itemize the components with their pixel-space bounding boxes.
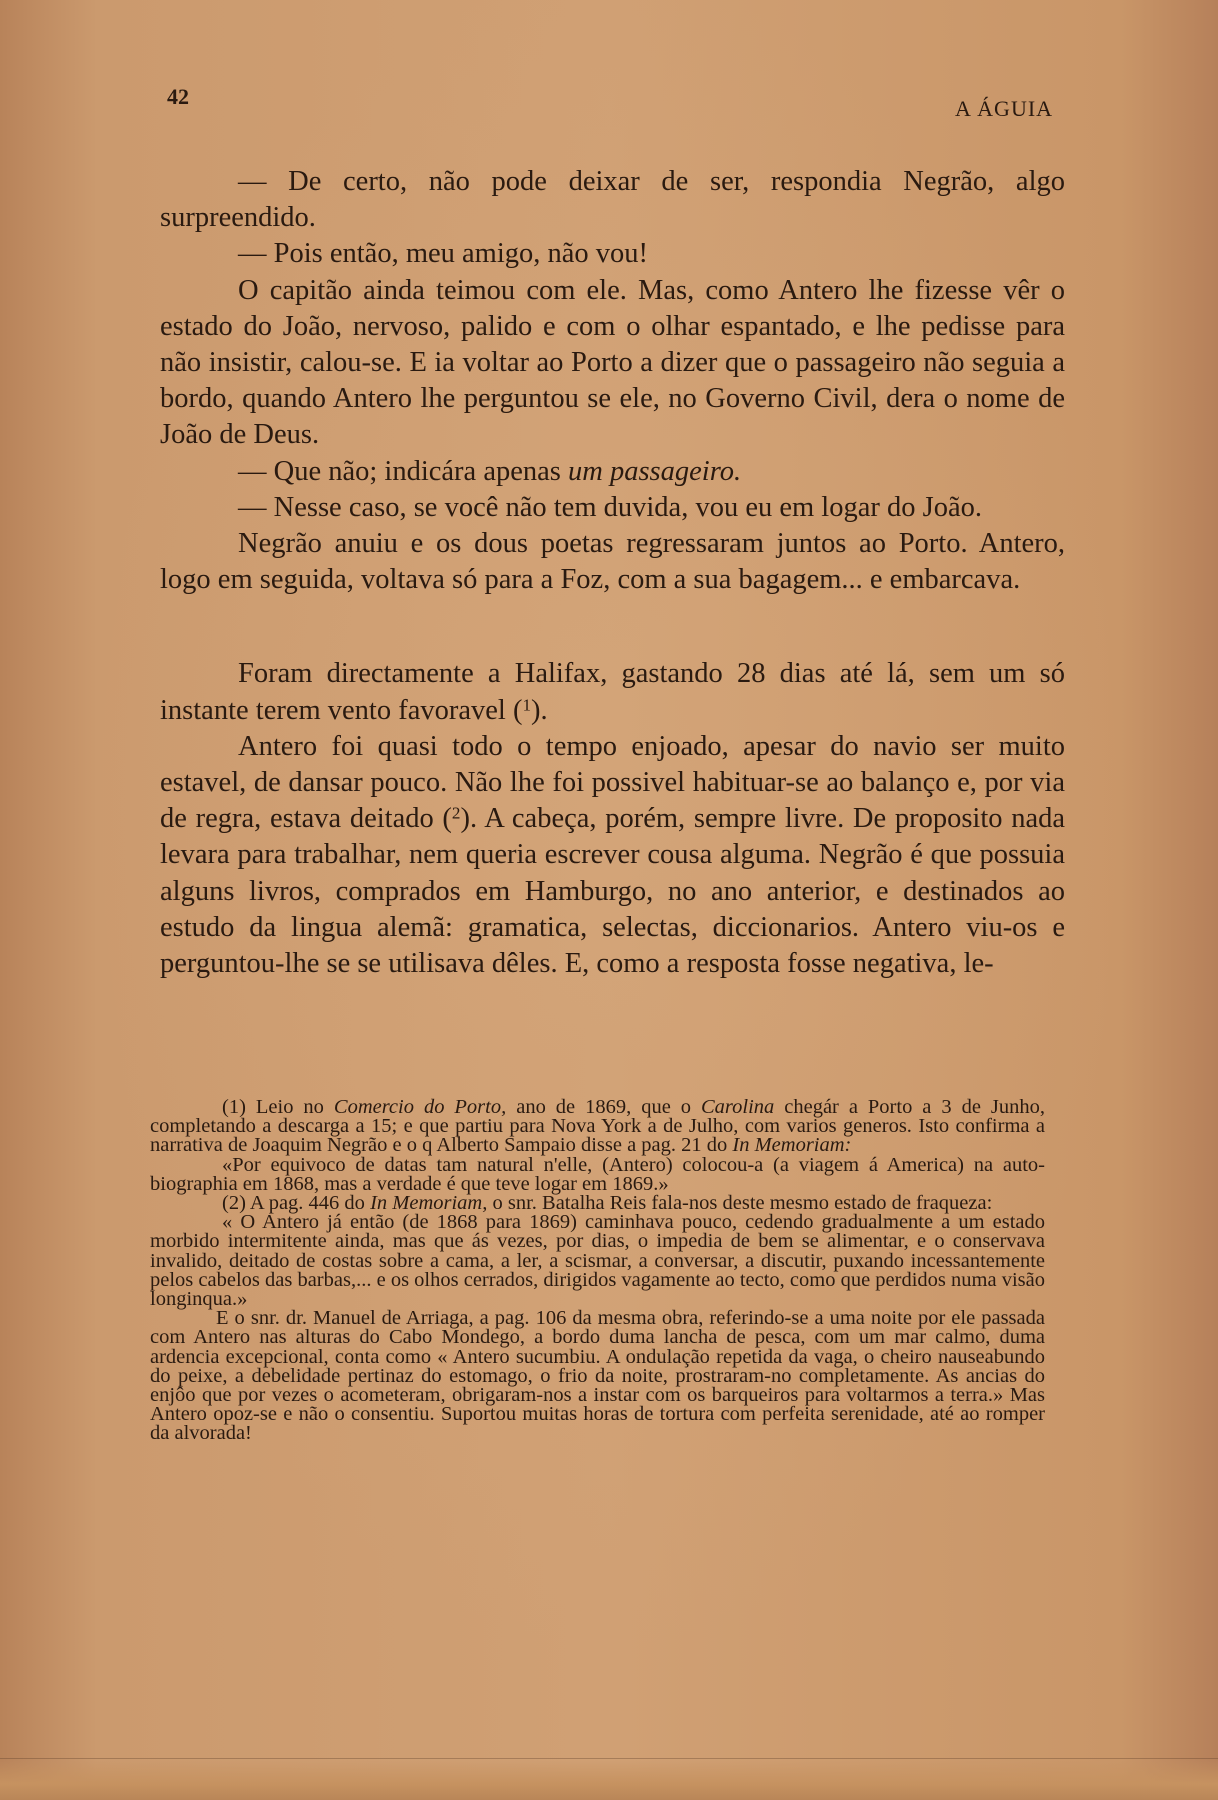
- paragraph: — Pois então, meu amigo, não vou!: [238, 238, 649, 270]
- emphasis: Comercio do Porto,: [333, 1096, 507, 1118]
- text-run: ). A cabeça, porém, sempre livre. De proposito nada levara para trabalhar, nem queria escrever cousa alguma. Negrão é que possuia alguns livros, comprados em Hamburgo, no ano anterior, e destinados ao estudo da lingua alemã: gramatica, selectas, diccionarios. Antero viu-os e perguntou-lhe se se utilisava dêles. E, como a resposta fosse negativa, le-: [160, 803, 1065, 980]
- footnote-quote: « O Antero já então (de 1868 para 1869) caminhava pouco, cedendo gradualmente a um estado morbido intermitente ainda, mas que ás vezes, por dias, o impedia de bem se alimentar, e o conservava invalido, deitado de costas sobre a cama, a ler, a scismar, a conversar, a discutir, puxando incessantemente pelos cabelos das barbas,... e os olhos cerrados, dirigidos vagamente ao tecto, como que perdidos numa visão longinqua.»: [150, 1211, 1045, 1311]
- emphasis: um passageiro.: [568, 455, 742, 487]
- emphasis: Carolina: [700, 1096, 775, 1118]
- footnote-1: [150, 1098, 1045, 1156]
- paragraph: [160, 729, 1065, 982]
- paragraph: Negrão anuiu e os dous poetas regressaram juntos ao Porto. Antero, logo em seguida, voltava só para a Foz, com a sua bagagem... e embarcava.: [160, 528, 1065, 596]
- footnote-continuation: E o snr. dr. Manuel de Arriaga, a pag. 106 da mesma obra, referindo-se a uma noite por ele passada com Antero nas alturas do Cabo Mondego, a bordo duma lancha de pesca, com um mar calmo, duma ardencia excepcional, conta como « Antero sucumbiu. A ondulação repetida da vaga, o cheiro nauseabundo do peixe, a debelidade pertinaz do estomago, o frio da noite, prostraram-no completamente. As ancias do enjôo que por vezes o acometeram, obrigaram-nos a instar com os barqueiros para voltarmos a terra.» Mas Antero opoz-se e não o consentiu. Suportou muitas horas de tortura com perfeita serenidade, até ao romper da alvorada!: [150, 1307, 1045, 1445]
- text-run: Foram directamente a Halifax, gastando 28 dias até lá, sem um só instante terem vento favoravel (: [160, 658, 1065, 726]
- footnote-ref: 2: [451, 803, 461, 823]
- paragraph: O capitão ainda teimou com ele. Mas, como Antero lhe fizesse vêr o estado do João, nervoso, palido e com o olhar espantado, e lhe pedisse para não insistir, calou-se. E ia voltar ao Porto a dizer que o passageiro não seguia a bordo, quando Antero lhe perguntou se ele, no Governo Civil, dera o nome de João de Deus.: [160, 274, 1065, 451]
- text-run: ).: [530, 694, 548, 726]
- footnote-quote: «Por equivoco de datas tam natural n'elle, (Antero) colocou-a (a viagem á America) na auto-biographia em 1868, mas a verdade é que teve logar em 1869.»: [150, 1153, 1045, 1195]
- emphasis: In Memoriam:: [732, 1134, 852, 1157]
- text-run: ano de 1869, que o: [506, 1096, 701, 1118]
- text-run: Antero foi quasi todo o tempo enjoado, apesar do navio ser muito estavel, de dansar pouco. Não lhe foi possivel habituar-se ao balanço e, por via de regra, estava deitado (: [160, 730, 1065, 835]
- paragraph: [160, 656, 1065, 728]
- text-run: A pag. 446 do: [245, 1192, 371, 1215]
- text-run: chegár a Porto a 3 de Junho, completando a descarga a 15; e que partiu para Nova York a de Julho, com varios generos. Isto confirma a narrativa de Joaquim Negrão e o q Alberto Sampaio disse a pag. 21 do: [150, 1096, 1046, 1157]
- paragraph: — De certo, não pode deixar de ser, respondia Negrão, algo surpreendido.: [160, 166, 1065, 234]
- text-run: o snr. Batalha Reis fala-nos deste mesmo estado de fraqueza:: [487, 1192, 993, 1215]
- paragraph: [160, 454, 1065, 490]
- emphasis: In Memoriam,: [370, 1192, 488, 1215]
- page-number: 42: [167, 84, 189, 109]
- footnote-mark: (1): [222, 1096, 246, 1118]
- main-text: [160, 164, 1065, 982]
- section-break: [160, 598, 1065, 656]
- footnote-ref: 1: [522, 695, 531, 715]
- paragraph: — Nesse caso, se você não tem duvida, vou eu em logar do João.: [238, 491, 982, 523]
- footnotes: [150, 1098, 1045, 1444]
- running-title: A ÁGUIA: [955, 96, 1054, 121]
- text-run: Leio no: [245, 1096, 334, 1118]
- text-run: — Que não; indicára apenas: [238, 455, 568, 487]
- page-edge-line: [0, 1758, 1218, 1759]
- footnote-mark: (2): [222, 1192, 246, 1215]
- page-edge: [0, 1760, 1218, 1800]
